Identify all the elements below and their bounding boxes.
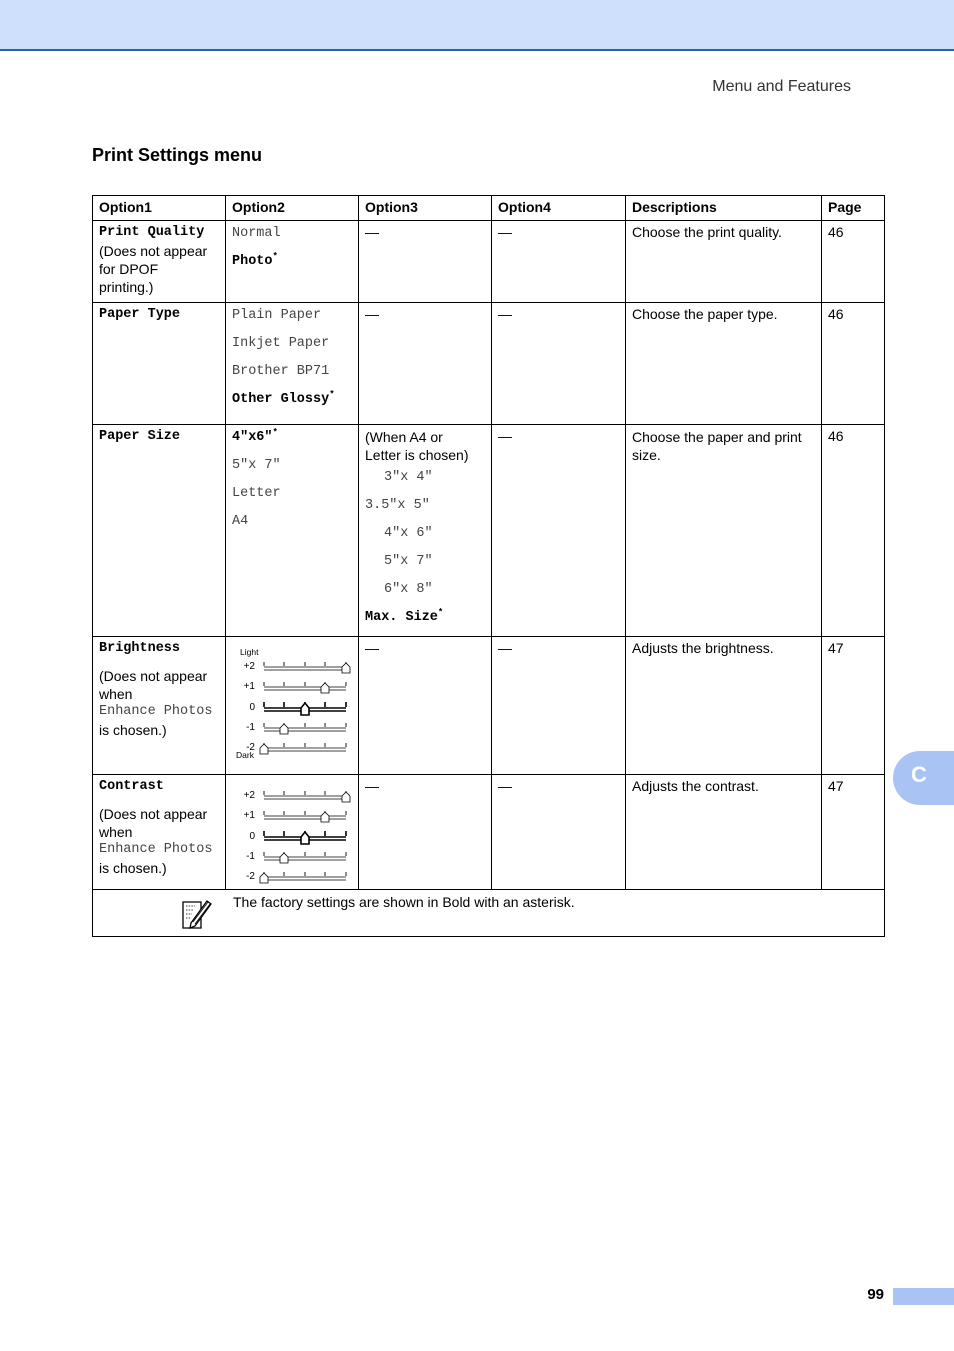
option-note: for DPOF bbox=[99, 261, 159, 277]
option1-cell bbox=[93, 775, 226, 890]
option-note: when bbox=[99, 686, 133, 702]
column-header: Option1 bbox=[93, 196, 226, 221]
slider-track bbox=[264, 811, 346, 822]
slider-level-label: +2 bbox=[243, 790, 255, 801]
slider-track-default bbox=[264, 831, 346, 844]
option-name: Brightness bbox=[99, 641, 181, 656]
header-section-title: Menu and Features bbox=[712, 78, 851, 95]
table-header-row bbox=[93, 196, 885, 221]
option-note: (When A4 or bbox=[365, 429, 443, 445]
option-value: Normal bbox=[232, 226, 281, 241]
option3-cell: — bbox=[359, 775, 492, 890]
option-note: Letter is chosen) bbox=[365, 447, 469, 463]
slider-track bbox=[264, 662, 350, 673]
description-line: Choose the paper and print bbox=[632, 429, 802, 445]
slider-track bbox=[260, 743, 346, 754]
option-note: is chosen.) bbox=[99, 722, 167, 738]
chapter-tab-letter: C bbox=[911, 762, 927, 787]
slider-bottom-label: Dark bbox=[236, 750, 254, 760]
slider-track-default bbox=[264, 702, 346, 715]
option1-cell bbox=[93, 303, 226, 425]
option-name: Contrast bbox=[99, 779, 164, 794]
slider-track bbox=[264, 682, 346, 693]
option-value-default: Other Glossy bbox=[232, 392, 330, 407]
slider-track bbox=[264, 723, 346, 734]
option-note: is chosen.) bbox=[99, 860, 167, 876]
note-text: The factory settings are shown in Bold with an asterisk. bbox=[233, 894, 575, 910]
option4-cell: — bbox=[492, 637, 626, 775]
option-value: 5"x 7" bbox=[232, 458, 281, 473]
slider-top-label: Light bbox=[240, 647, 259, 657]
column-header: Option2 bbox=[226, 196, 359, 221]
option3-cell bbox=[359, 425, 492, 637]
page-cell: 46 bbox=[822, 425, 885, 637]
description-cell bbox=[626, 425, 822, 637]
slider-level-label: +2 bbox=[243, 661, 255, 672]
option-name: Print Quality bbox=[99, 225, 205, 240]
option-value: Letter bbox=[232, 486, 281, 501]
page-title: Print Settings menu bbox=[92, 145, 263, 165]
table-row bbox=[93, 303, 885, 425]
slider-level-label: +1 bbox=[243, 681, 255, 692]
option-value: Brother BP71 bbox=[232, 364, 330, 379]
page-number: 99 bbox=[867, 1286, 884, 1303]
option-value: 5"x 7" bbox=[384, 554, 433, 569]
default-marker: * bbox=[437, 607, 444, 618]
print-settings-table bbox=[92, 195, 885, 937]
column-header: Option3 bbox=[359, 196, 492, 221]
column-header: Option4 bbox=[492, 196, 626, 221]
option-note-mono: Enhance Photos bbox=[99, 842, 213, 857]
option1-cell bbox=[93, 221, 226, 303]
slider-level-label: -2 bbox=[246, 742, 255, 753]
option-note: (Does not appear bbox=[99, 806, 208, 822]
note-row bbox=[93, 890, 885, 937]
slider-track bbox=[264, 791, 350, 802]
table-row bbox=[93, 637, 885, 775]
option2-cell bbox=[226, 303, 359, 425]
option3-cell: — bbox=[359, 637, 492, 775]
option-note: printing.) bbox=[99, 279, 154, 295]
slider-level-label: -2 bbox=[246, 871, 255, 882]
option2-cell bbox=[226, 637, 359, 775]
table-row bbox=[93, 221, 885, 303]
slider-level-label: -1 bbox=[246, 722, 255, 733]
slider-track bbox=[260, 872, 346, 883]
option-value-default: Photo bbox=[232, 254, 273, 269]
option-name: Paper Size bbox=[99, 429, 181, 444]
page-cell: 47 bbox=[822, 775, 885, 890]
header-band bbox=[0, 0, 954, 51]
option-value: 3"x 4" bbox=[384, 470, 433, 485]
default-marker: * bbox=[329, 389, 335, 400]
option4-cell: — bbox=[492, 775, 626, 890]
option-value: 4"x 6" bbox=[384, 526, 433, 541]
option3-cell: — bbox=[359, 221, 492, 303]
page-cell: 46 bbox=[822, 303, 885, 425]
chapter-tab bbox=[893, 751, 954, 805]
default-marker: * bbox=[272, 427, 278, 438]
description-cell: Adjusts the contrast. bbox=[626, 775, 822, 890]
contrast-slider-diagram bbox=[232, 778, 356, 886]
option1-cell bbox=[93, 425, 226, 637]
description-line: size. bbox=[632, 447, 661, 463]
option-note-mono: Enhance Photos bbox=[99, 704, 213, 719]
table-row bbox=[93, 425, 885, 637]
description-cell: Choose the paper type. bbox=[626, 303, 822, 425]
column-header: Page bbox=[822, 196, 885, 221]
option3-cell: — bbox=[359, 303, 492, 425]
table-row bbox=[93, 775, 885, 890]
option-value-default: 4"x6" bbox=[232, 430, 273, 445]
slider-level-label: 0 bbox=[249, 702, 255, 713]
option4-cell: — bbox=[492, 303, 626, 425]
column-header: Descriptions bbox=[626, 196, 822, 221]
option4-cell: — bbox=[492, 425, 626, 637]
option-value: A4 bbox=[232, 514, 249, 529]
option-value: 3.5"x 5" bbox=[365, 498, 430, 513]
page-number-bar bbox=[893, 1288, 954, 1305]
option2-cell bbox=[226, 221, 359, 303]
option2-cell bbox=[226, 775, 359, 890]
option2-cell bbox=[226, 425, 359, 637]
slider-track bbox=[264, 852, 346, 863]
option4-cell: — bbox=[492, 221, 626, 303]
note-pencil-icon bbox=[179, 896, 213, 930]
default-marker: * bbox=[272, 251, 278, 262]
option-value: Plain Paper bbox=[232, 308, 322, 323]
option-value-default: Max. Size bbox=[365, 610, 438, 625]
description-cell: Adjusts the brightness. bbox=[626, 637, 822, 775]
option-note: (Does not appear bbox=[99, 668, 208, 684]
option-note: (Does not appear bbox=[99, 243, 208, 259]
brightness-slider-diagram bbox=[232, 640, 356, 768]
slider-level-label: -1 bbox=[246, 851, 255, 862]
slider-level-label: 0 bbox=[249, 831, 255, 842]
option-value: 6"x 8" bbox=[384, 582, 433, 597]
page-cell: 46 bbox=[822, 221, 885, 303]
option-value: Inkjet Paper bbox=[232, 336, 330, 351]
option-note: when bbox=[99, 824, 133, 840]
option1-cell bbox=[93, 637, 226, 775]
option-name: Paper Type bbox=[99, 307, 181, 322]
description-cell: Choose the print quality. bbox=[626, 221, 822, 303]
page-cell: 47 bbox=[822, 637, 885, 775]
slider-level-label: +1 bbox=[243, 810, 255, 821]
